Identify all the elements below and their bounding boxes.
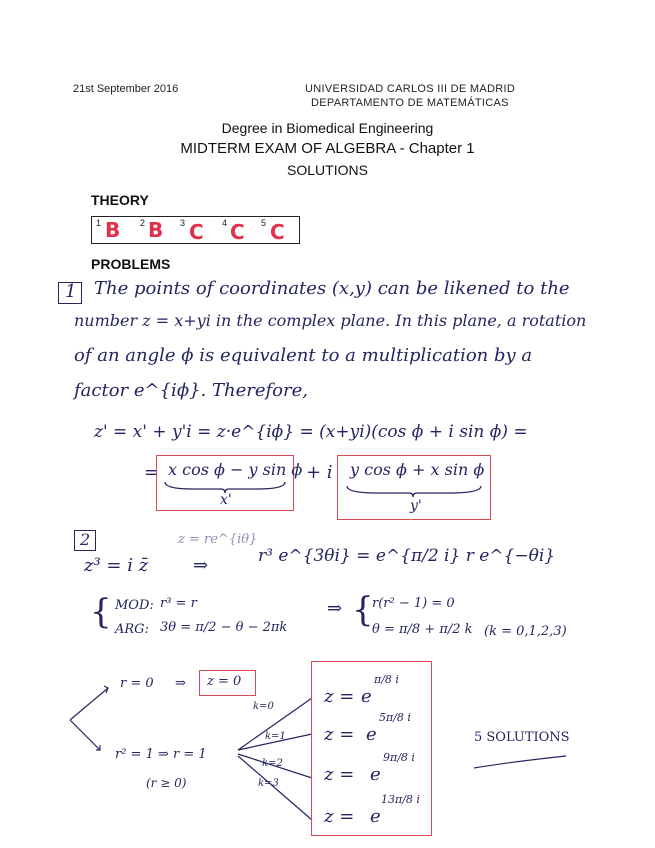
- problem-2-equation: z³ = i z̄: [84, 555, 149, 576]
- system-implies: ⇒: [327, 598, 343, 619]
- answer-number-5: 5: [261, 218, 267, 228]
- exam-date: 21st September 2016: [73, 83, 179, 95]
- problem-1-line-4: factor e^{iϕ}. Therefore,: [74, 380, 308, 401]
- k-label-0: k=0: [253, 701, 274, 712]
- mod-equation: r³ = r: [160, 596, 197, 611]
- case-r-one-note: (r ≥ 0): [146, 776, 187, 790]
- problem-2-arrow: ⇒: [193, 555, 209, 576]
- problem-1-line-2: number z = x+yi in the complex plane. In this plane, a rotation: [74, 311, 587, 330]
- department-name: DEPARTAMENTO DE MATEMÁTICAS: [311, 97, 509, 109]
- problem-1-line-3: of an angle ϕ is equivalent to a multiplication by a: [74, 345, 533, 366]
- solution-1-exponent: π/8 i: [374, 673, 399, 686]
- case-r-zero: r = 0: [120, 676, 154, 691]
- k-range: (k = 0,1,2,3): [484, 624, 567, 639]
- answer-letter-2: B: [148, 218, 164, 242]
- problem-2-polar-equation: r³ e^{3θi} = e^{π/2 i} r e^{−θi}: [258, 546, 556, 566]
- problem-1-equals: =: [144, 462, 160, 483]
- problems-heading: PROBLEMS: [91, 256, 171, 272]
- case-r-one: r² = 1 ⇒ r = 1: [115, 747, 207, 762]
- solution-1-lhs: z =: [324, 686, 355, 707]
- xprime-expression: x cos ϕ − y sin ϕ: [168, 460, 303, 479]
- solution-2-exponent: 5π/8 i: [379, 711, 411, 724]
- solution-3-lhs: z =: [324, 764, 355, 785]
- mod-label: MOD:: [115, 598, 154, 613]
- k-label-2: k=2: [262, 758, 283, 769]
- zero-solution: z = 0: [207, 674, 242, 689]
- problem-1-label: 1: [65, 281, 77, 302]
- solution-4-lhs: z =: [324, 806, 355, 827]
- answer-letter-5: C: [270, 220, 285, 244]
- solution-1-base: e: [361, 686, 372, 707]
- answer-letter-3: C: [189, 220, 204, 244]
- problem-1-equation-1: z' = x' + y'i = z·e^{iϕ} = (x+yi)(cos ϕ + i sin ϕ) =: [94, 422, 528, 442]
- answer-number-1: 1: [96, 218, 102, 228]
- arg-label: ARG:: [115, 622, 149, 637]
- case-r-zero-arrow: ⇒: [175, 676, 186, 691]
- answer-letter-1: B: [105, 218, 121, 242]
- arg-equation: 3θ = π/2 − θ − 2πk: [160, 620, 288, 635]
- yprime-expression: y cos ϕ + x sin ϕ: [350, 460, 485, 479]
- system-brace: {: [90, 592, 112, 632]
- problem-1-plus-i: + i: [306, 462, 333, 483]
- xprime-label: x': [220, 492, 232, 508]
- title-degree: Degree in Biomedical Engineering: [221, 120, 434, 136]
- yprime-label: y': [410, 498, 422, 514]
- k-label-1: k=1: [265, 731, 286, 742]
- theory-heading: THEORY: [91, 192, 149, 208]
- result-brace: {: [352, 590, 374, 630]
- argument-result: θ = π/8 + π/2 k: [372, 622, 473, 637]
- polar-form-note: z = re^{iθ}: [178, 532, 258, 547]
- title-solutions: SOLUTIONS: [287, 162, 368, 178]
- solution-2-lhs: z =: [324, 724, 355, 745]
- k-label-3: k=3: [258, 778, 279, 789]
- solution-3-exponent: 9π/8 i: [383, 751, 415, 764]
- answer-number-2: 2: [140, 218, 146, 228]
- title-exam: MIDTERM EXAM OF ALGEBRA - Chapter 1: [180, 140, 475, 157]
- solution-4-exponent: 13π/8 i: [381, 793, 420, 806]
- modulus-result: r(r² − 1) = 0: [372, 596, 455, 611]
- problem-2-label: 2: [80, 530, 91, 549]
- answer-number-3: 3: [180, 218, 186, 228]
- theory-answer-box: [91, 216, 300, 244]
- problem-1-line-1: The points of coordinates (x,y) can be likened to the: [94, 278, 570, 299]
- solution-4-base: e: [370, 806, 381, 827]
- solution-2-base: e: [366, 724, 377, 745]
- answer-number-4: 4: [222, 218, 228, 228]
- solution-count-underline: [470, 752, 570, 772]
- solution-3-base: e: [370, 764, 381, 785]
- solution-count: 5 SOLUTIONS: [474, 730, 570, 745]
- answer-letter-4: C: [230, 220, 245, 244]
- yprime-underbrace: [345, 484, 483, 498]
- university-name: UNIVERSIDAD CARLOS III DE MADRID: [305, 83, 516, 95]
